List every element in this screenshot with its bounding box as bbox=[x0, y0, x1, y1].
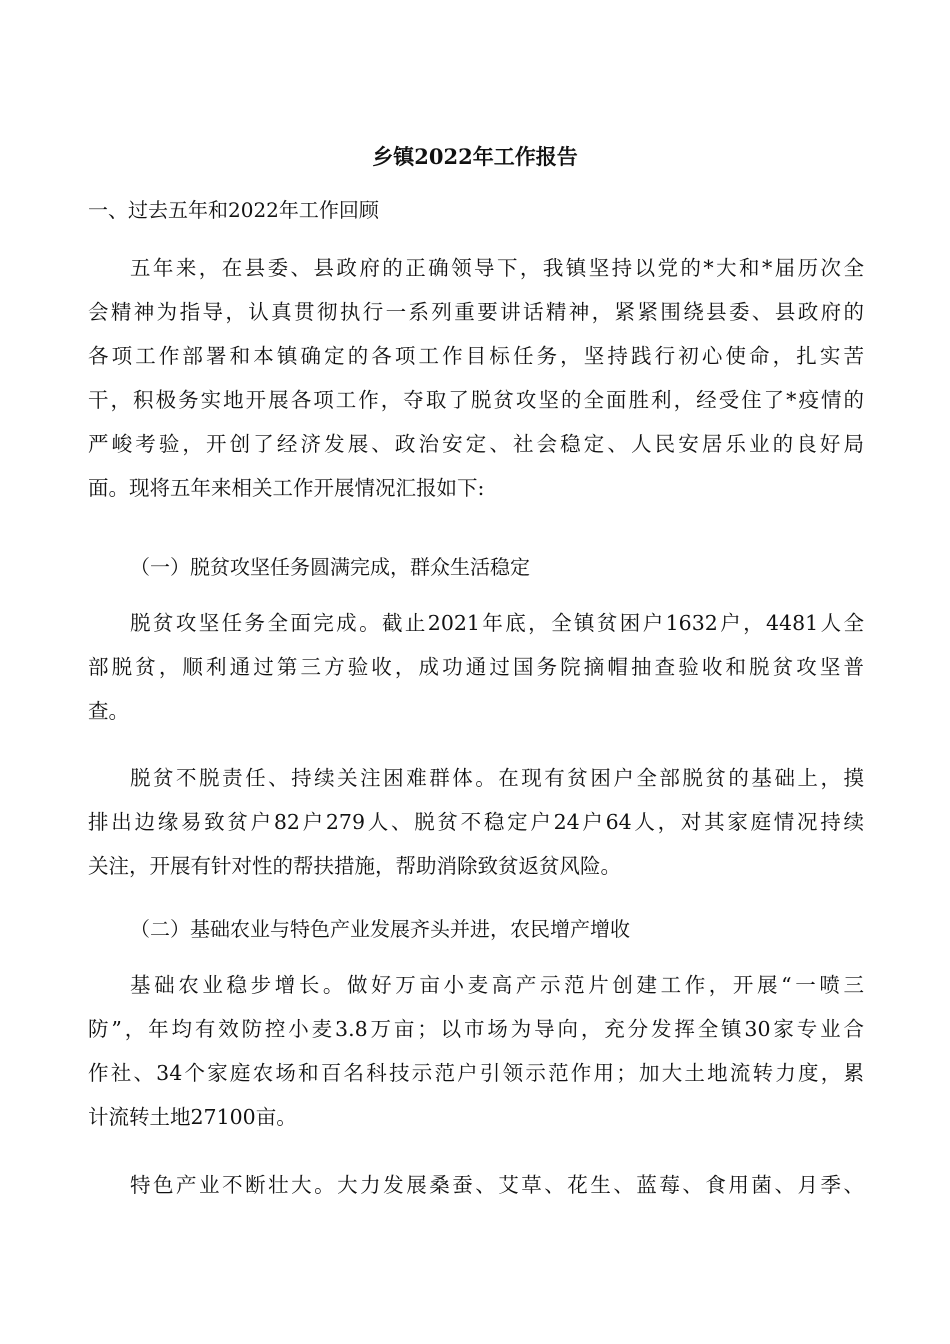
paragraph-poverty-complete bbox=[88, 601, 864, 733]
document-title: 乡镇2022年工作报告 bbox=[372, 144, 578, 169]
text-line: 严峻考验，开创了经济发展、政治安定、社会稳定、人民安居乐业的良好局 bbox=[88, 432, 864, 456]
text-line: 脱贫攻坚任务全面完成。截止2021年底，全镇贫困户1632户，4481人全 bbox=[130, 611, 864, 635]
text-line: 计流转土地27100亩。 bbox=[88, 1105, 297, 1129]
text-line: 会精神为指导，认真贯彻执行一系列重要讲话精神，紧紧围绕县委、县政府的 bbox=[88, 300, 864, 324]
paragraph-poverty-followup bbox=[88, 756, 864, 888]
text-line: 五年来，在县委、县政府的正确领导下，我镇坚持以党的*大和*届历次全 bbox=[130, 256, 864, 280]
section-heading-review: 一、过去五年和2022年工作回顾 bbox=[88, 198, 379, 222]
subsection-heading-poverty: （一）脱贫攻坚任务圆满完成，群众生活稳定 bbox=[130, 555, 530, 579]
text-line: 作社、34个家庭农场和百名科技示范户引领示范作用；加大土地流转力度，累 bbox=[88, 1061, 864, 1085]
text-line: 关注，开展有针对性的帮扶措施，帮助消除致贫返贫风险。 bbox=[88, 854, 621, 878]
text-line: 特色产业不断壮大。大力发展桑蚕、艾草、花生、蓝莓、食用菌、月季、 bbox=[130, 1173, 864, 1197]
text-line: 部脱贫，顺利通过第三方验收，成功通过国务院摘帽抽查验收和脱贫攻坚普 bbox=[88, 655, 864, 679]
subsection-heading-agriculture: （二）基础农业与特色产业发展齐头并进，农民增产增收 bbox=[130, 917, 630, 941]
text-line: 基础农业稳步增长。做好万亩小麦高产示范片创建工作，开展“一喷三 bbox=[130, 973, 864, 997]
text-line: 脱贫不脱责任、持续关注困难群体。在现有贫困户全部脱贫的基础上，摸 bbox=[130, 766, 864, 790]
text-line: 各项工作部署和本镇确定的各项工作目标任务，坚持践行初心使命，扎实苦 bbox=[88, 344, 864, 368]
paragraph-basic-agriculture bbox=[88, 963, 864, 1139]
text-line: 面。现将五年来相关工作开展情况汇报如下: bbox=[88, 476, 485, 500]
text-line: 查。 bbox=[88, 699, 129, 723]
paragraph-special-industry bbox=[88, 1163, 864, 1207]
paragraph-intro bbox=[88, 246, 864, 510]
text-line: 防”，年均有效防控小麦3.8万亩；以市场为导向，充分发挥全镇30家专业合 bbox=[88, 1017, 864, 1041]
text-line: 排出边缘易致贫户82户279人、脱贫不稳定户24户64人，对其家庭情况持续 bbox=[88, 810, 864, 834]
text-line: 干，积极务实地开展各项工作，夺取了脱贫攻坚的全面胜利，经受住了*疫情的 bbox=[88, 388, 864, 412]
